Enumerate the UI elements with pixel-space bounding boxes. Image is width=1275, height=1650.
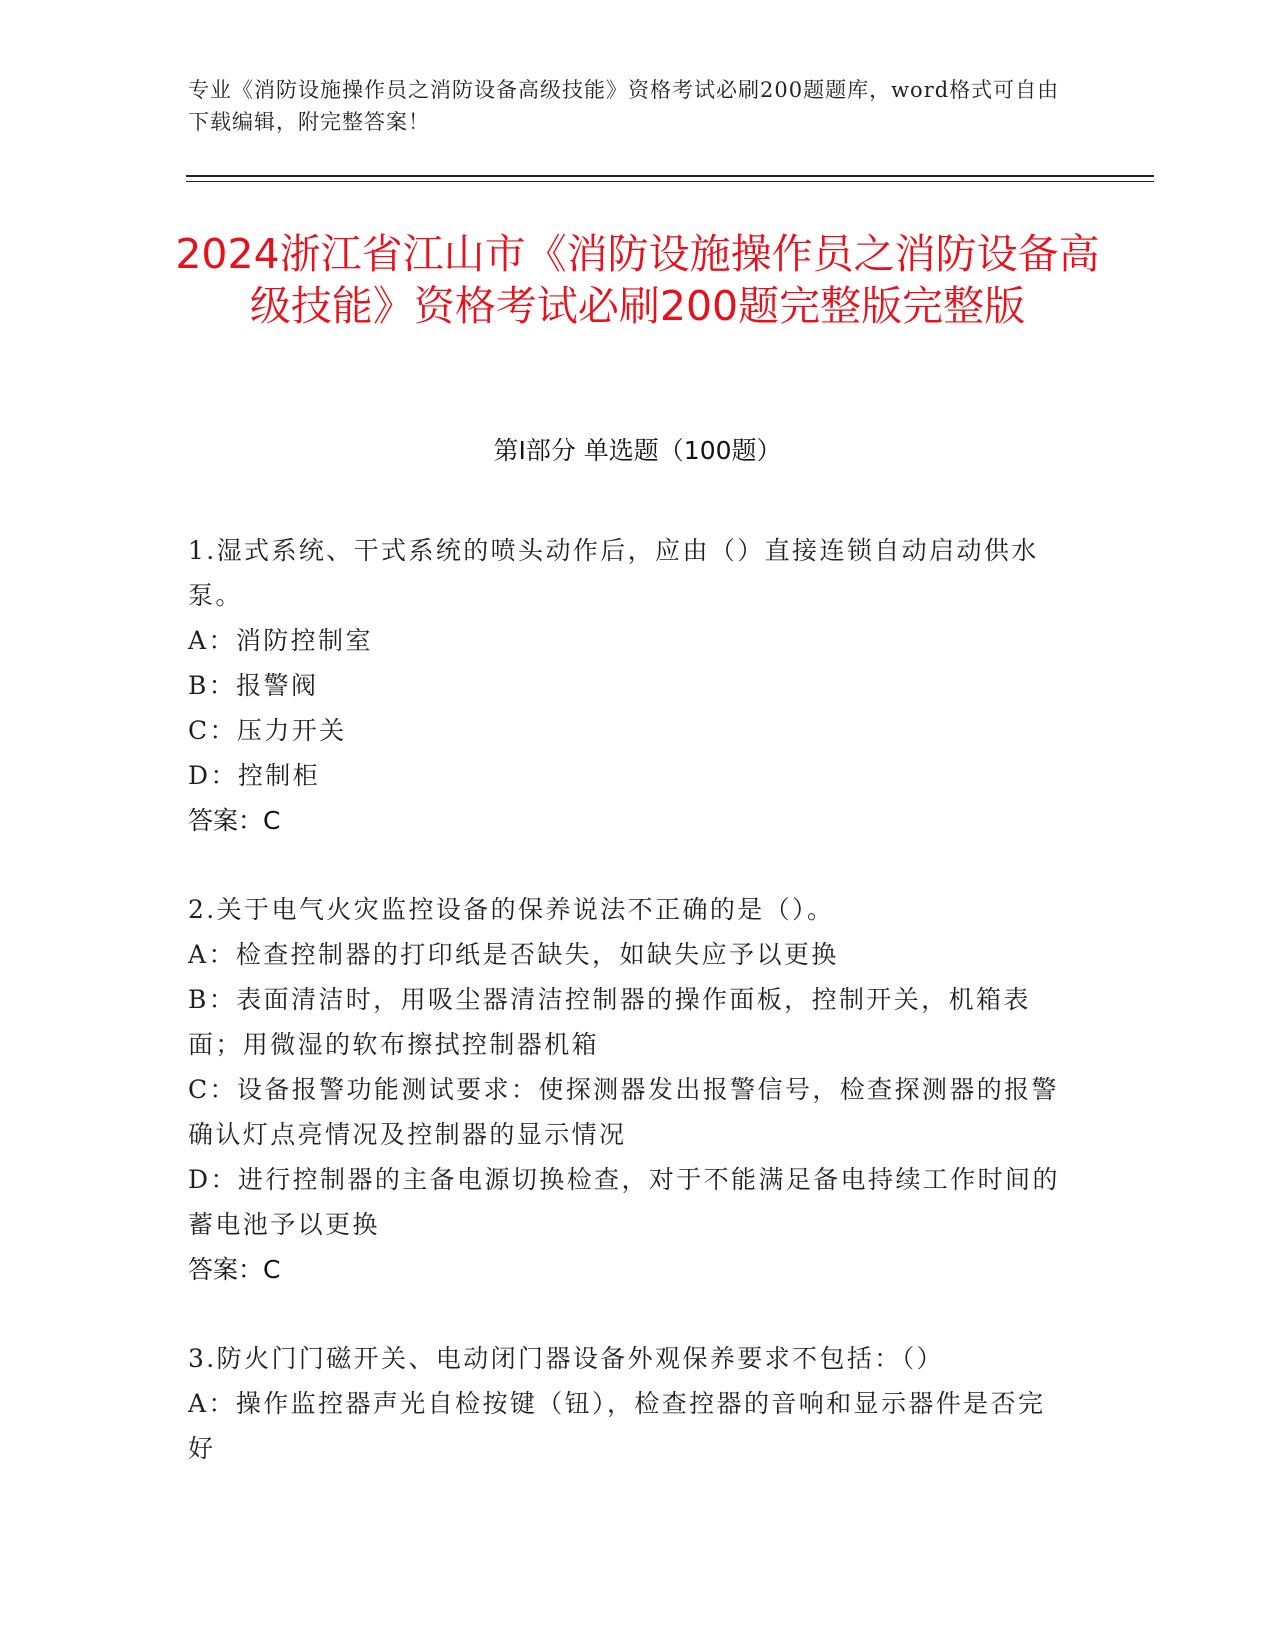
question-2	[188, 887, 1068, 1292]
option-d: D：进行控制器的主备电源切换检查，对于不能满足备电持续工作时间的蓄电池予以更换	[188, 1165, 1060, 1239]
question-stem: 1.湿式系统、干式系统的喷头动作后，应由（）直接连锁自动启动供水泵。	[188, 536, 1039, 610]
question-list	[188, 528, 1068, 1515]
option-b: B：报警阀	[188, 671, 319, 700]
section-heading: 第Ⅰ部分 单选题（100题）	[493, 436, 782, 465]
header-note: 专业《消防设施操作员之消防设备高级技能》资格考试必刷200题题库，word格式可自由下载编辑，附完整答案！	[188, 78, 1060, 134]
document-title: 2024浙江省江山市《消防设施操作员之消防设备高级技能》资格考试必刷200题完整版完整版	[175, 230, 1100, 330]
question-stem: 2.关于电气火灾监控设备的保养说法不正确的是（）。	[188, 895, 835, 924]
option-d: D：控制柜	[188, 761, 321, 790]
question-stem: 3.防火门门磁开关、电动闭门器设备外观保养要求不包括：（）	[188, 1344, 944, 1373]
question-3	[188, 1336, 1068, 1471]
option-a: A：消防控制室	[188, 626, 373, 655]
option-a: A：检查控制器的打印纸是否缺失，如缺失应予以更换	[188, 940, 839, 969]
option-b: B：表面清洁时，用吸尘器清洁控制器的操作面板，控制开关，机箱表面；用微湿的软布擦拭控制器机箱	[188, 985, 1031, 1059]
header-divider-thick	[186, 175, 1154, 177]
header-divider-thin	[186, 181, 1154, 182]
question-1	[188, 528, 1068, 843]
option-c: C：压力开关	[188, 716, 347, 745]
answer-line: 答案：C	[188, 806, 281, 835]
option-c: C：设备报警功能测试要求：使探测器发出报警信号，检查探测器的报警确认灯点亮情况及控制器的显示情况	[188, 1075, 1059, 1149]
option-a: A：操作监控器声光自检按键（钮），检查控器的音响和显示器件是否完好	[188, 1389, 1046, 1463]
answer-line: 答案：C	[188, 1255, 281, 1284]
